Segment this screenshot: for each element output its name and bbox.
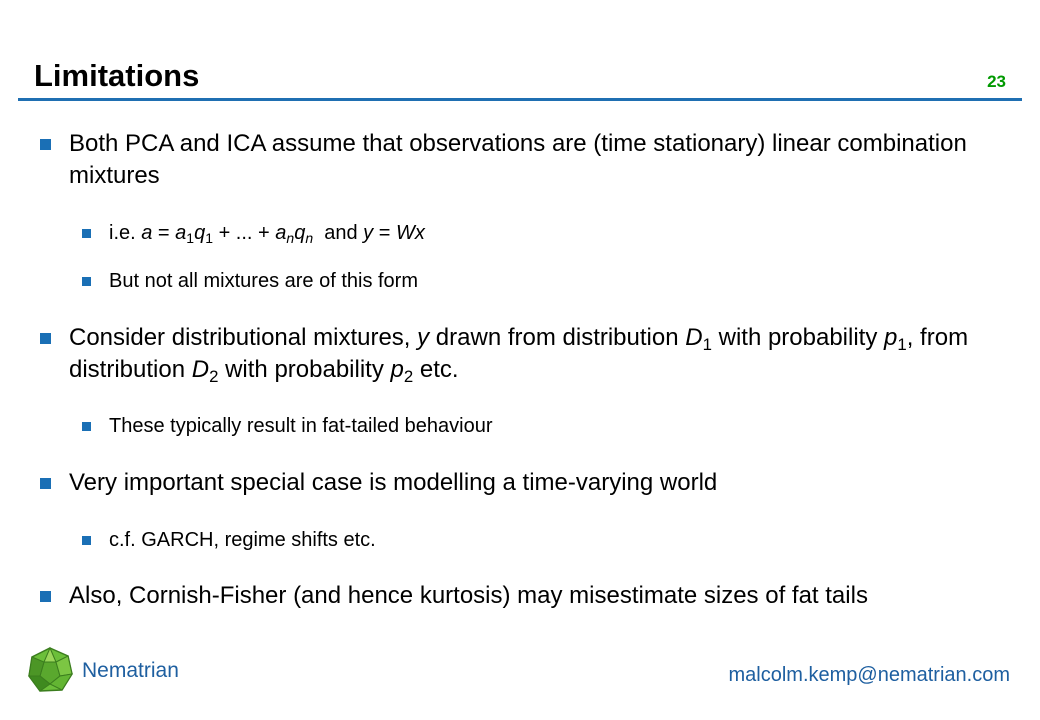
bullet-1-sub-2-text: But not all mixtures are of this form [109,270,419,292]
slide-number: 23 [987,72,1006,91]
bullet-square-icon [40,591,51,602]
bullet-1-text: Both PCA and ICA assume that observations are (time stationary) linear combination mixtures [69,130,967,189]
bullet-4 [40,580,1000,612]
bullet-3 [40,467,1000,499]
bullet-4-text: Also, Cornish-Fisher (and hence kurtosis) may misestimate sizes of fat tails [69,582,868,609]
bullet-square-icon [82,536,91,545]
bullet-square-icon [40,478,51,489]
bullet-1-sub-1-text: i.e. $a = a_1q_1$ + ... + $a_nq_n$ and y = Wx [109,222,425,247]
bullet-square-icon [82,229,91,238]
bullet-square-icon [40,333,51,344]
bullet-2-text: Consider distributional mixtures, y drawn from distribution $D_1$ with probability $p_1$, from distribution $D_2$ with probability $p_2$ etc. [69,324,969,387]
bullet-square-icon [40,139,51,150]
brand-name: Nematrian [82,659,179,682]
bullet-square-icon [82,277,91,286]
bullet-1 [40,128,1000,192]
contact-email[interactable]: malcolm.kemp@nematrian.com [728,664,1010,686]
bullet-2-sub-1-text: These typically result in fat-tailed behaviour [109,415,493,437]
bullet-2-sub-1 [82,413,982,439]
bullet-3-sub-1 [82,527,982,553]
bullet-3-sub-1-text: c.f. GARCH, regime shifts etc. [109,529,376,551]
bullet-3-text: Very important special case is modelling a time-varying world [69,469,718,496]
bullet-1-sub-2 [82,268,982,294]
bullet-square-icon [82,422,91,431]
title-divider [18,98,1022,101]
slide-title: Limitations [34,58,200,93]
green-polyhedron-logo-icon [26,646,74,694]
bullet-1-sub-1 [82,220,982,246]
bullet-2 [40,322,1000,386]
